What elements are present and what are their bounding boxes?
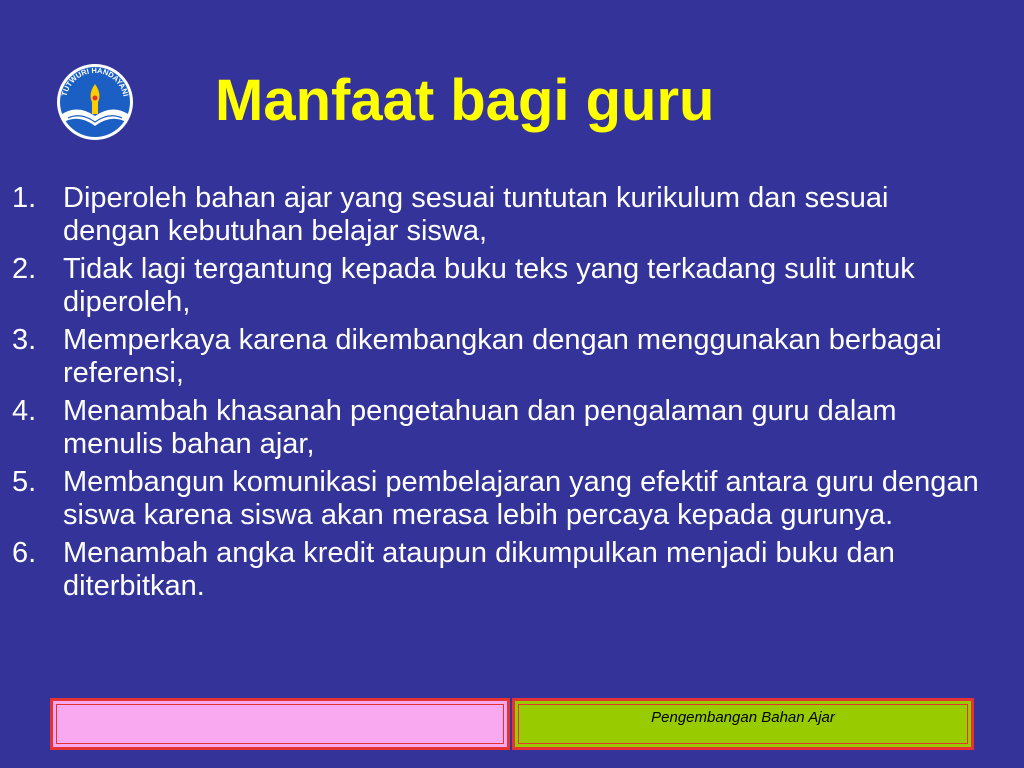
logo-arc-text: TUTWURI HANDAYANI xyxy=(59,65,131,98)
list-item-number: 5. xyxy=(12,466,37,498)
list-item xyxy=(12,537,1012,603)
slide-title: Manfaat bagi guru xyxy=(215,68,715,133)
benefit-list xyxy=(12,182,1012,608)
list-item-text: Menambah angka kredit ataupun dikumpulkan menjadi buku dan diterbitkan. xyxy=(63,537,895,602)
footer-left-box xyxy=(50,698,510,750)
list-item xyxy=(12,395,1012,461)
list-item-text: Memperkaya karena dikembangkan dengan menggunakan berbagai referensi, xyxy=(63,324,942,389)
list-item-text: Menambah khasanah pengetahuan dan pengalaman guru dalam menulis bahan ajar, xyxy=(63,395,897,460)
list-item-number: 6. xyxy=(12,537,37,569)
list-item-number: 3. xyxy=(12,324,37,356)
footer-label: Pengembangan Bahan Ajar xyxy=(651,709,835,726)
list-item xyxy=(12,466,1012,532)
footer-right-box xyxy=(512,698,974,750)
list-item xyxy=(12,182,1012,248)
list-item-text: Membangun komunikasi pembelajaran yang efektif antara guru dengan siswa karena siswa akan merasa lebih percaya kepada gurunya. xyxy=(63,466,979,531)
list-item-text: Diperoleh bahan ajar yang sesuai tuntutan kurikulum dan sesuai dengan kebutuhan belajar siswa, xyxy=(63,182,889,247)
list-item-text: Tidak lagi tergantung kepada buku teks yang terkadang sulit untuk diperoleh, xyxy=(63,253,915,318)
list-item-number: 4. xyxy=(12,395,37,427)
list-item xyxy=(12,253,1012,319)
list-item-number: 1. xyxy=(12,182,37,214)
list-item xyxy=(12,324,1012,390)
list-item-number: 2. xyxy=(12,253,37,285)
tutwuri-handayani-logo xyxy=(48,58,142,142)
